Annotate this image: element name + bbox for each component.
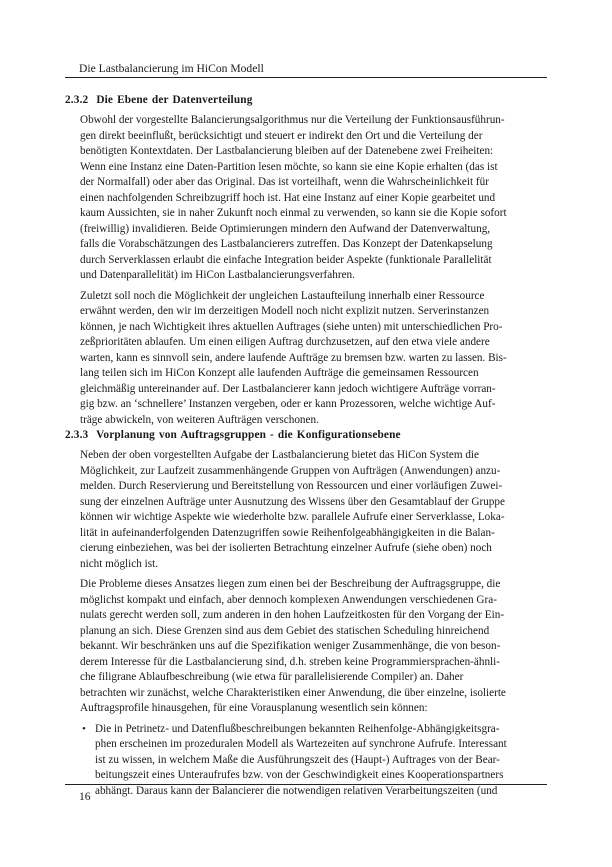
- text-line: nulats gerecht werden soll, zum anderen in den hohen Laufzeitkosten für den Vorgang der Ein-: [80, 609, 505, 621]
- bullet-list: [80, 722, 546, 800]
- page-number: 16: [79, 790, 91, 803]
- bullet-text: [95, 722, 546, 800]
- text-line: che filigrane Ablaufbeschreibung (wie etwa für parallelisierende Compiler) an. Daher: [80, 671, 464, 683]
- text-line: gig bzw. an ‘schnellere’ Instanzen vergeben, oder er kann Prozessoren, welche wichtige Auf-: [80, 398, 496, 410]
- text-line: sung der einzelnen Aufträge unter Ausnutzung des Wissens über den Gesamtablauf der Gruppe: [80, 495, 505, 508]
- text-line: Zuletzt soll noch die Möglichkeit der ungleichen Lastaufteilung innerhalb einer Ressource: [80, 289, 485, 302]
- text-line: möglichst kompakt und einfach, aber dennoch komplexen Anwendungen verschiedenen Gra-: [80, 593, 497, 606]
- text-line: lang teilen sich im HiCon Konzept alle laufenden Aufträge die gemeinsamen Ressourcen: [80, 367, 479, 379]
- text-line: lität in aufeinanderfolgenden Datenzugriffen sowie Reihenfolgeabhängigkeiten in die Balan-: [80, 526, 495, 539]
- text-line: gleichmäßig untereinander auf. Der Lastbalancierer kann jedoch wichtigere Aufträge vorran-: [80, 382, 496, 395]
- bullet-item: [80, 722, 546, 800]
- paragraph: [80, 448, 546, 572]
- text-line: cierung einbeziehen, was bei der isolierten Betrachtung einzelner Aufrufe (siehe oben) noch: [80, 542, 492, 554]
- text-line: zeßprioritäten ablaufen. Um einen eiligen Auftrag durchzusetzen, auf den etwa viele andere: [80, 336, 490, 348]
- text-line: derem Interesse für die Lastbalancierung sind, d.h. streben keine Programmiersprachen-ähnli-: [80, 655, 500, 668]
- text-line: gen direkt beeinflußt, berücksichtigt und steuert er indirekt den Ort und die Verteilung der: [80, 129, 483, 142]
- text-line: können, je nach Wichtigkeit ihres aktuellen Auftrages (siehe unten) mit unterschiedlichen Pro-: [80, 320, 503, 333]
- section-number: 2.3.2: [65, 94, 89, 106]
- text-line: beitungszeit eines Unteraufrufes bzw. von der Geschwindigkeit eines Kooperationspartners: [95, 769, 504, 781]
- paragraph: [80, 577, 546, 717]
- section-number: 2.3.3: [65, 429, 89, 441]
- text-line: ist zu wissen, in welchem Maße die Ausführungszeit des (Haupt-) Auftrages von der Bear-: [95, 753, 500, 766]
- text-line: kaum Aussichten, sie in naher Zukunft noch einmal zu verwenden, so kann sie die Kopie sofort: [80, 207, 507, 219]
- text-line: (freiwillig) invalidieren. Beide Optimierungen mindern den Aufwand der Datenverwaltung,: [80, 222, 491, 235]
- paragraph: [80, 113, 546, 284]
- section-heading-2-3-2: [65, 93, 547, 107]
- running-title: Die Lastbalancierung im HiCon Modell: [79, 62, 264, 75]
- bullet-icon: •: [82, 722, 86, 735]
- text-line: Möglichkeit, zur Laufzeit zusammenhängende Gruppen von Aufträgen (Anwendungen) anzu-: [80, 464, 501, 477]
- text-line: durch Serverklassen erlaubt die einfache Integration beider Aspekte (funktionale Parallelität: [80, 253, 492, 266]
- text-line: können wir wichtige Aspekte wie wiederholte bzw. parallele Aufrufe einer Serverklasse, Loka-: [80, 511, 505, 523]
- text-line: träge abwickeln, von weiteren Aufträgen verschonen.: [80, 413, 319, 426]
- text-line: nicht möglich ist.: [80, 557, 158, 570]
- text-line: phen erscheinen im prozeduralen Modell als Wartezeiten auf synchrone Aufrufe. Interessant: [95, 738, 507, 750]
- page-content: [65, 93, 547, 799]
- section-heading-2-3-3: [65, 428, 547, 442]
- text-line: bekannt. Wir beschränken uns auf die Spezifikation weniger Zusammenhänge, die von beson-: [80, 640, 501, 652]
- text-line: Auftragsprofile hinausgehen, für eine Vorausplanung wesentlich sein können:: [80, 702, 428, 714]
- section-body: [80, 113, 546, 428]
- section-title: Vorplanung von Auftragsgruppen - die Konfigurationsebene: [96, 429, 401, 441]
- page-header: [65, 62, 547, 78]
- text-line: einen nachfolgenden Schreibzugriff hoch ist. Hat eine Instanz auf einer Kopie gearbeitet und: [80, 191, 496, 204]
- text-line: erwähnt werden, den wir im derzeitigen Modell noch nicht explizit nutzen. Serverinstanzen: [80, 305, 490, 317]
- text-line: Neben der oben vorgestellten Aufgabe der Lastbalancierung bietet das HiCon System die: [80, 449, 480, 461]
- text-line: betrachten wir zunächst, welche Charakteristiken einer Anwendung, die über einzelne, isolierte: [80, 686, 506, 699]
- text-line: Die Probleme dieses Ansatzes liegen zum einen bei der Beschreibung der Auftragsgruppe, die: [80, 578, 501, 590]
- text-line: benötigten Kontextdaten. Der Lastbalancierung bleiben auf der Datenebene zwei Freiheiten:: [80, 145, 494, 157]
- text-line: abhängt. Daraus kann der Balancierer die notwendigen relativen Verarbeitungszeiten (und: [95, 784, 498, 797]
- text-line: warten, kann es sinnvoll sein, andere laufende Aufträge zu bremsen bzw. warten zu lassen. Bis-: [80, 351, 507, 364]
- text-line: der Normalfall) oder aber das Original. Das ist vorteilhaft, wenn die Wahrscheinlichkeit für: [80, 176, 489, 188]
- text-line: Die in Petrinetz- und Datenflußbeschreibungen bekannten Reihenfolge-Abhängigkeitsgra-: [95, 722, 500, 735]
- text-line: und Datenparallelität) im HiCon Lastbalancierungsverfahren.: [80, 269, 355, 281]
- text-line: falls die Vorabschätzungen des Lastbalancierers zutreffen. Das Konzept der Datenkapselung: [80, 238, 493, 250]
- text-line: Obwohl der vorgestellte Balancierungsalgorithmus nur die Verteilung der Funktionsausführun-: [80, 114, 505, 126]
- paragraph: [80, 289, 546, 429]
- text-line: melden. Durch Reservierung und Bereitstellung von Ressourcen und einer vorläufigen Zuwei-: [80, 480, 503, 492]
- text-line: planung an sich. Diese Grenzen sind aus dem Gebiet des statischen Scheduling hinreichend: [80, 624, 490, 637]
- section-title: Die Ebene der Datenverteilung: [96, 94, 253, 106]
- text-line: Wenn eine Instanz eine Daten-Partition lesen möchte, so kann sie eine Kopie erhalten (das ist: [80, 160, 498, 173]
- section-body: [80, 448, 546, 799]
